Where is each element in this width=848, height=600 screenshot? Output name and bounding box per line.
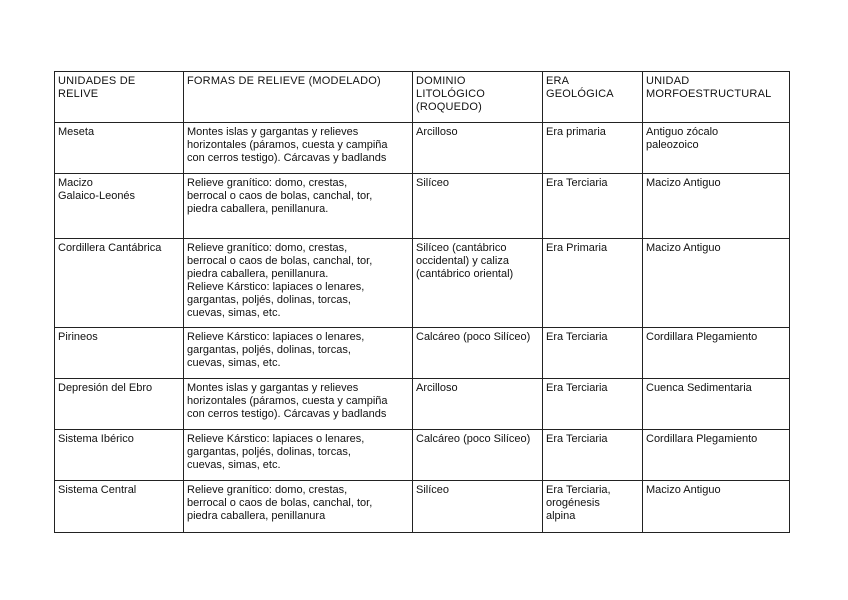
cell-morfoestructural: Cuenca Sedimentaria [643, 379, 790, 430]
cell-formas: Relieve granítico: domo, crestas, berrocal o caos de bolas, canchal, tor, piedra caballera, penillanura [184, 481, 413, 533]
table-row [55, 481, 790, 533]
header-dominio-litologico [413, 72, 543, 123]
table-row [55, 379, 790, 430]
cell-dominio: Arcilloso [413, 379, 543, 430]
header-text: ERA GEOLÓGICA [546, 75, 614, 100]
table-row [55, 174, 790, 239]
cell-morfoestructural: Macizo Antiguo [643, 174, 790, 239]
table-row [55, 328, 790, 379]
cell-era: Era Terciaria [543, 174, 643, 239]
cell-morfoestructural: Cordillara Plegamiento [643, 328, 790, 379]
header-unidades-de-relieve [55, 72, 184, 123]
cell-formas: Montes islas y gargantas y relieves horizontales (páramos, cuesta y campiña con cerros testigo). Cárcavas y badlands [184, 123, 413, 174]
cell-morfoestructural: Cordillara Plegamiento [643, 430, 790, 481]
cell-formas: Relieve Kárstico: lapiaces o lenares, gargantas, poljés, dolinas, torcas, cuevas, simas, etc. [184, 430, 413, 481]
cell-era: Era Terciaria, orogénesis alpina [543, 481, 643, 533]
header-text: UNIDADES DE RELIVE [58, 75, 136, 100]
cell-era: Era primaria [543, 123, 643, 174]
cell-morfoestructural: Antiguo zócalo paleozoico [643, 123, 790, 174]
cell-unidad: Pirineos [55, 328, 184, 379]
cell-unidad: Sistema Central [55, 481, 184, 533]
cell-morfoestructural: Macizo Antiguo [643, 481, 790, 533]
cell-dominio: Arcilloso [413, 123, 543, 174]
table-row [55, 239, 790, 328]
header-era-geologica [543, 72, 643, 123]
cell-unidad: Sistema Ibérico [55, 430, 184, 481]
header-unidad-morfoestructural [643, 72, 790, 123]
cell-unidad: Meseta [55, 123, 184, 174]
cell-era: Era Terciaria [543, 379, 643, 430]
cell-dominio: Silíceo (cantábrico occidental) y caliza (cantábrico oriental) [413, 239, 543, 328]
cell-era: Era Terciaria [543, 430, 643, 481]
header-text: UNIDAD MORFOESTRUCTURAL [646, 75, 772, 100]
cell-formas: Relieve Kárstico: lapiaces o lenares, gargantas, poljés, dolinas, torcas, cuevas, simas, etc. [184, 328, 413, 379]
cell-formas: Relieve granítico: domo, crestas, berrocal o caos de bolas, canchal, tor, piedra caballera, penillanura. [184, 174, 413, 239]
cell-dominio: Silíceo [413, 174, 543, 239]
cell-era: Era Primaria [543, 239, 643, 328]
table-row [55, 430, 790, 481]
cell-formas: Relieve granítico: domo, crestas, berrocal o caos de bolas, canchal, tor, piedra caballera, penillanura. Relieve Kárstico: lapiaces o lenares, gargantas, poljés, dolinas, torcas, cuevas, simas, etc. [184, 239, 413, 328]
header-text: DOMINIO LITOLÓGICO (ROQUEDO) [416, 75, 486, 113]
cell-unidad: Cordillera Cantábrica [55, 239, 184, 328]
cell-dominio: Silíceo [413, 481, 543, 533]
header-text: FORMAS DE RELIEVE (MODELADO) [187, 75, 381, 87]
cell-unidad: Depresión del Ebro [55, 379, 184, 430]
header-formas-de-relieve [184, 72, 413, 123]
table-header-row [55, 72, 790, 123]
relief-units-table [54, 71, 790, 533]
cell-unidad: Macizo Galaico-Leonés [55, 174, 184, 239]
cell-morfoestructural: Macizo Antiguo [643, 239, 790, 328]
cell-formas: Montes islas y gargantas y relieves horizontales (páramos, cuesta y campiña con cerros testigo). Cárcavas y badlands [184, 379, 413, 430]
cell-era: Era Terciaria [543, 328, 643, 379]
table-row [55, 123, 790, 174]
cell-dominio: Calcáreo (poco Silíceo) [413, 328, 543, 379]
cell-dominio: Calcáreo (poco Silíceo) [413, 430, 543, 481]
